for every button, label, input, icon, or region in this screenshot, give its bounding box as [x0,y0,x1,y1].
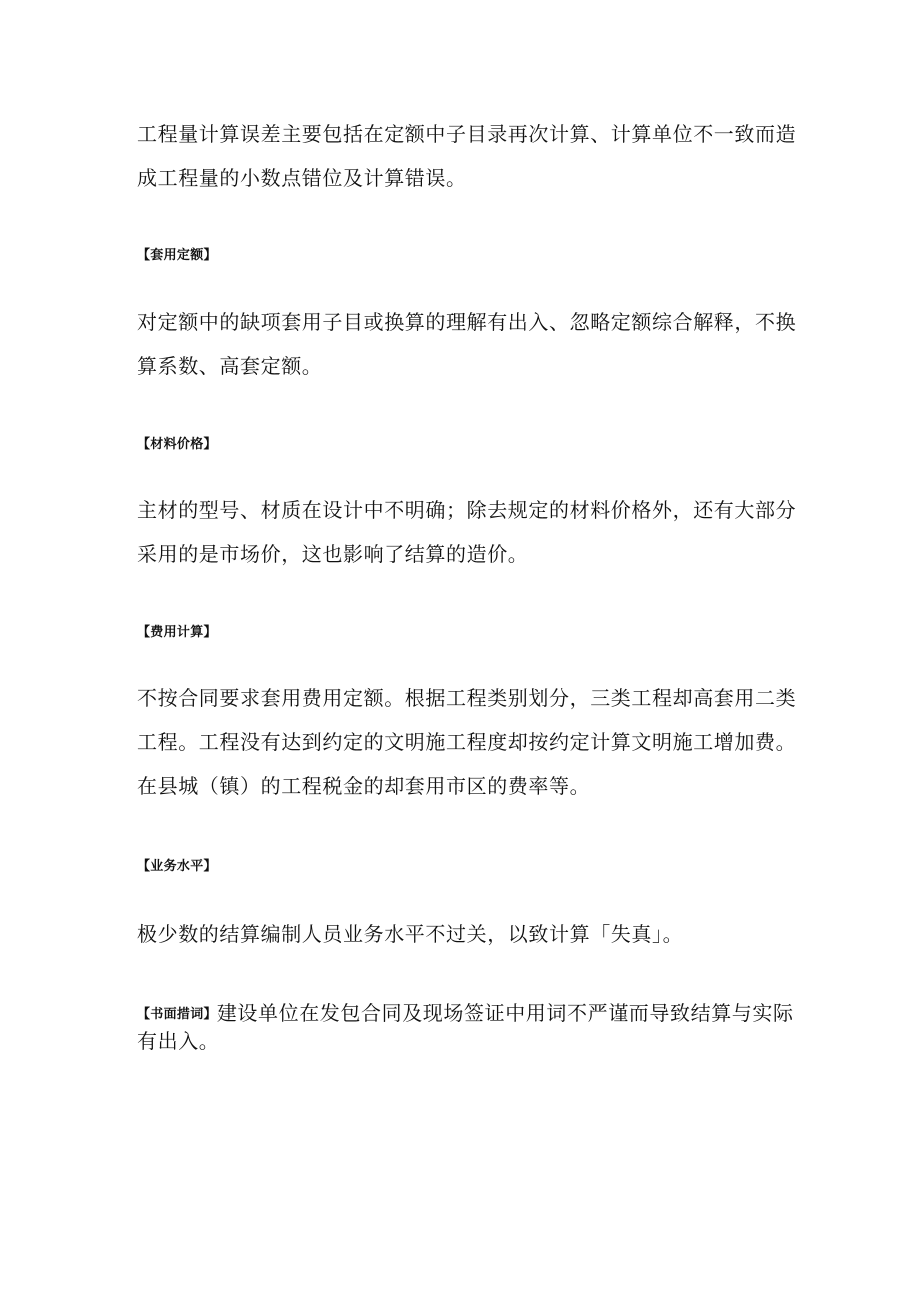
heading-written-wording: 【书面措词】 [137,1007,217,1022]
paragraph-professional-level: 极少数的结算编制人员业务水平不过关，以致计算「失真」。 [137,922,684,946]
paragraph-fee-calculation: 不按合同要求套用费用定额。根据工程类别划分，三类工程却高套用二类工程。工程没有达到约定的文明施工程度却按约定计算文明施工增加费。在县城（镇）的工程税金的却套用市区的费率等。 [137,686,797,798]
heading-fee-calculation: 【费用计算】 [137,625,217,640]
heading-material-price: 【材料价格】 [137,437,217,452]
paragraph-written-wording-text: 建设单位在发包合同及现场签证中用词不严谨而导致结算与实际有出入。 [137,1001,794,1053]
paragraph-applying-quota: 对定额中的缺项套用子目或换算的理解有出入、忽略定额综合解释，不换算系数、高套定额。 [137,310,797,378]
paragraph-written-wording [137,1000,797,1054]
paragraph-calculation-error: 工程量计算误差主要包括在定额中子目录再次计算、计算单位不一致而造成工程量的小数点错位及计算错误。 [137,122,797,190]
heading-applying-quota: 【套用定额】 [137,248,217,263]
paragraph-material-price: 主材的型号、材质在设计中不明确；除去规定的材料价格外，还有大部分采用的是市场价，这也影响了结算的造价。 [137,498,797,566]
heading-professional-level: 【业务水平】 [137,859,217,874]
